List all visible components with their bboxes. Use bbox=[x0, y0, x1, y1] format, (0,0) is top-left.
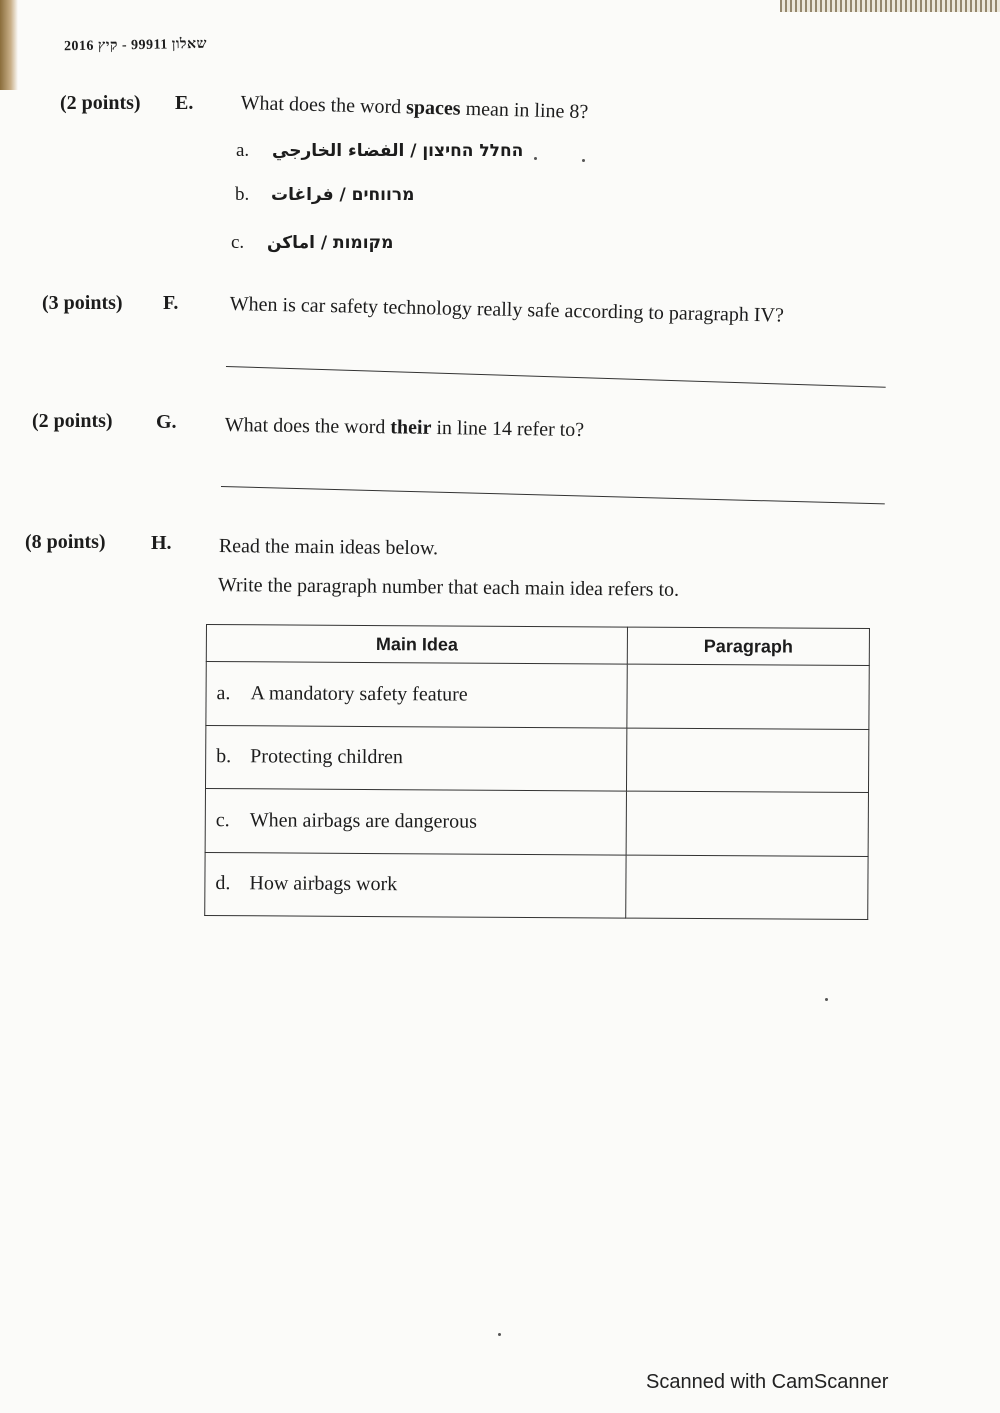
question-text-part: What does the word bbox=[240, 92, 407, 119]
answer-line[interactable] bbox=[226, 366, 886, 388]
table-row bbox=[206, 662, 869, 730]
row-letter: d. bbox=[215, 872, 231, 895]
option-letter: b. bbox=[235, 184, 250, 205]
column-header-paragraph: Paragraph bbox=[627, 627, 869, 665]
idea-text: How airbags work bbox=[249, 872, 398, 896]
scan-speck bbox=[498, 1333, 501, 1336]
question-letter: H. bbox=[151, 532, 172, 554]
question-letter: E. bbox=[175, 92, 194, 114]
instruction-line-1: Read the main ideas below. bbox=[218, 535, 439, 560]
idea-text: A mandatory safety feature bbox=[250, 682, 468, 706]
option-text: מקומות / اماكن bbox=[267, 233, 394, 253]
paragraph-answer-cell[interactable] bbox=[627, 664, 869, 729]
points-label: (8 points) bbox=[25, 531, 106, 553]
scanner-watermark: Scanned with CamScanner bbox=[646, 1371, 889, 1393]
scan-speck bbox=[534, 157, 537, 160]
table-row bbox=[205, 789, 868, 857]
table-row bbox=[205, 725, 868, 793]
idea-text: When airbags are dangerous bbox=[249, 809, 477, 833]
exam-header: שאלון 99911 - קיץ 2016 bbox=[63, 36, 208, 55]
paragraph-answer-cell[interactable] bbox=[626, 728, 868, 793]
question-text bbox=[240, 92, 588, 124]
page-edge-shadow bbox=[0, 0, 18, 90]
paragraph-answer-cell[interactable] bbox=[626, 855, 868, 920]
column-header-main-idea: Main Idea bbox=[206, 625, 627, 665]
question-text bbox=[225, 414, 585, 442]
option-c bbox=[231, 232, 393, 254]
option-a bbox=[236, 140, 523, 162]
option-b bbox=[235, 184, 414, 206]
table-header-row bbox=[206, 625, 869, 666]
question-text-part: What does the word bbox=[224, 414, 391, 439]
question-text-part: mean in line 8? bbox=[460, 97, 589, 124]
paragraph-answer-cell[interactable] bbox=[626, 791, 868, 856]
idea-cell bbox=[206, 662, 627, 728]
question-text-part: in line 14 refer to? bbox=[431, 416, 585, 442]
table-row bbox=[205, 852, 868, 920]
page-edge-top bbox=[780, 0, 1000, 12]
question-letter: G. bbox=[156, 411, 177, 433]
question-letter: F. bbox=[163, 292, 179, 314]
question-keyword: their bbox=[390, 416, 432, 439]
idea-text: Protecting children bbox=[250, 745, 403, 769]
answer-line[interactable] bbox=[221, 486, 885, 504]
question-text: When is car safety technology really safe according to paragraph IV? bbox=[229, 293, 785, 327]
points-label: (2 points) bbox=[32, 410, 113, 432]
question-keyword: spaces bbox=[405, 96, 461, 120]
idea-cell bbox=[205, 852, 626, 918]
instruction-line-2: Write the paragraph number that each main idea refers to. bbox=[217, 574, 680, 601]
row-letter: a. bbox=[216, 681, 231, 704]
option-letter: a. bbox=[236, 140, 250, 161]
idea-cell bbox=[205, 725, 626, 791]
option-text: החלל החיצון / الفضاء الخارجي bbox=[272, 141, 524, 161]
option-text: מרווחים / فراغات bbox=[271, 185, 415, 205]
scan-speck bbox=[825, 998, 828, 1001]
option-letter: c. bbox=[231, 232, 245, 253]
points-label: (3 points) bbox=[42, 292, 123, 314]
scan-speck bbox=[582, 159, 585, 162]
main-idea-table bbox=[204, 624, 870, 920]
row-letter: c. bbox=[215, 808, 230, 831]
points-label: (2 points) bbox=[60, 92, 141, 114]
row-letter: b. bbox=[216, 745, 232, 768]
idea-cell bbox=[205, 789, 626, 855]
